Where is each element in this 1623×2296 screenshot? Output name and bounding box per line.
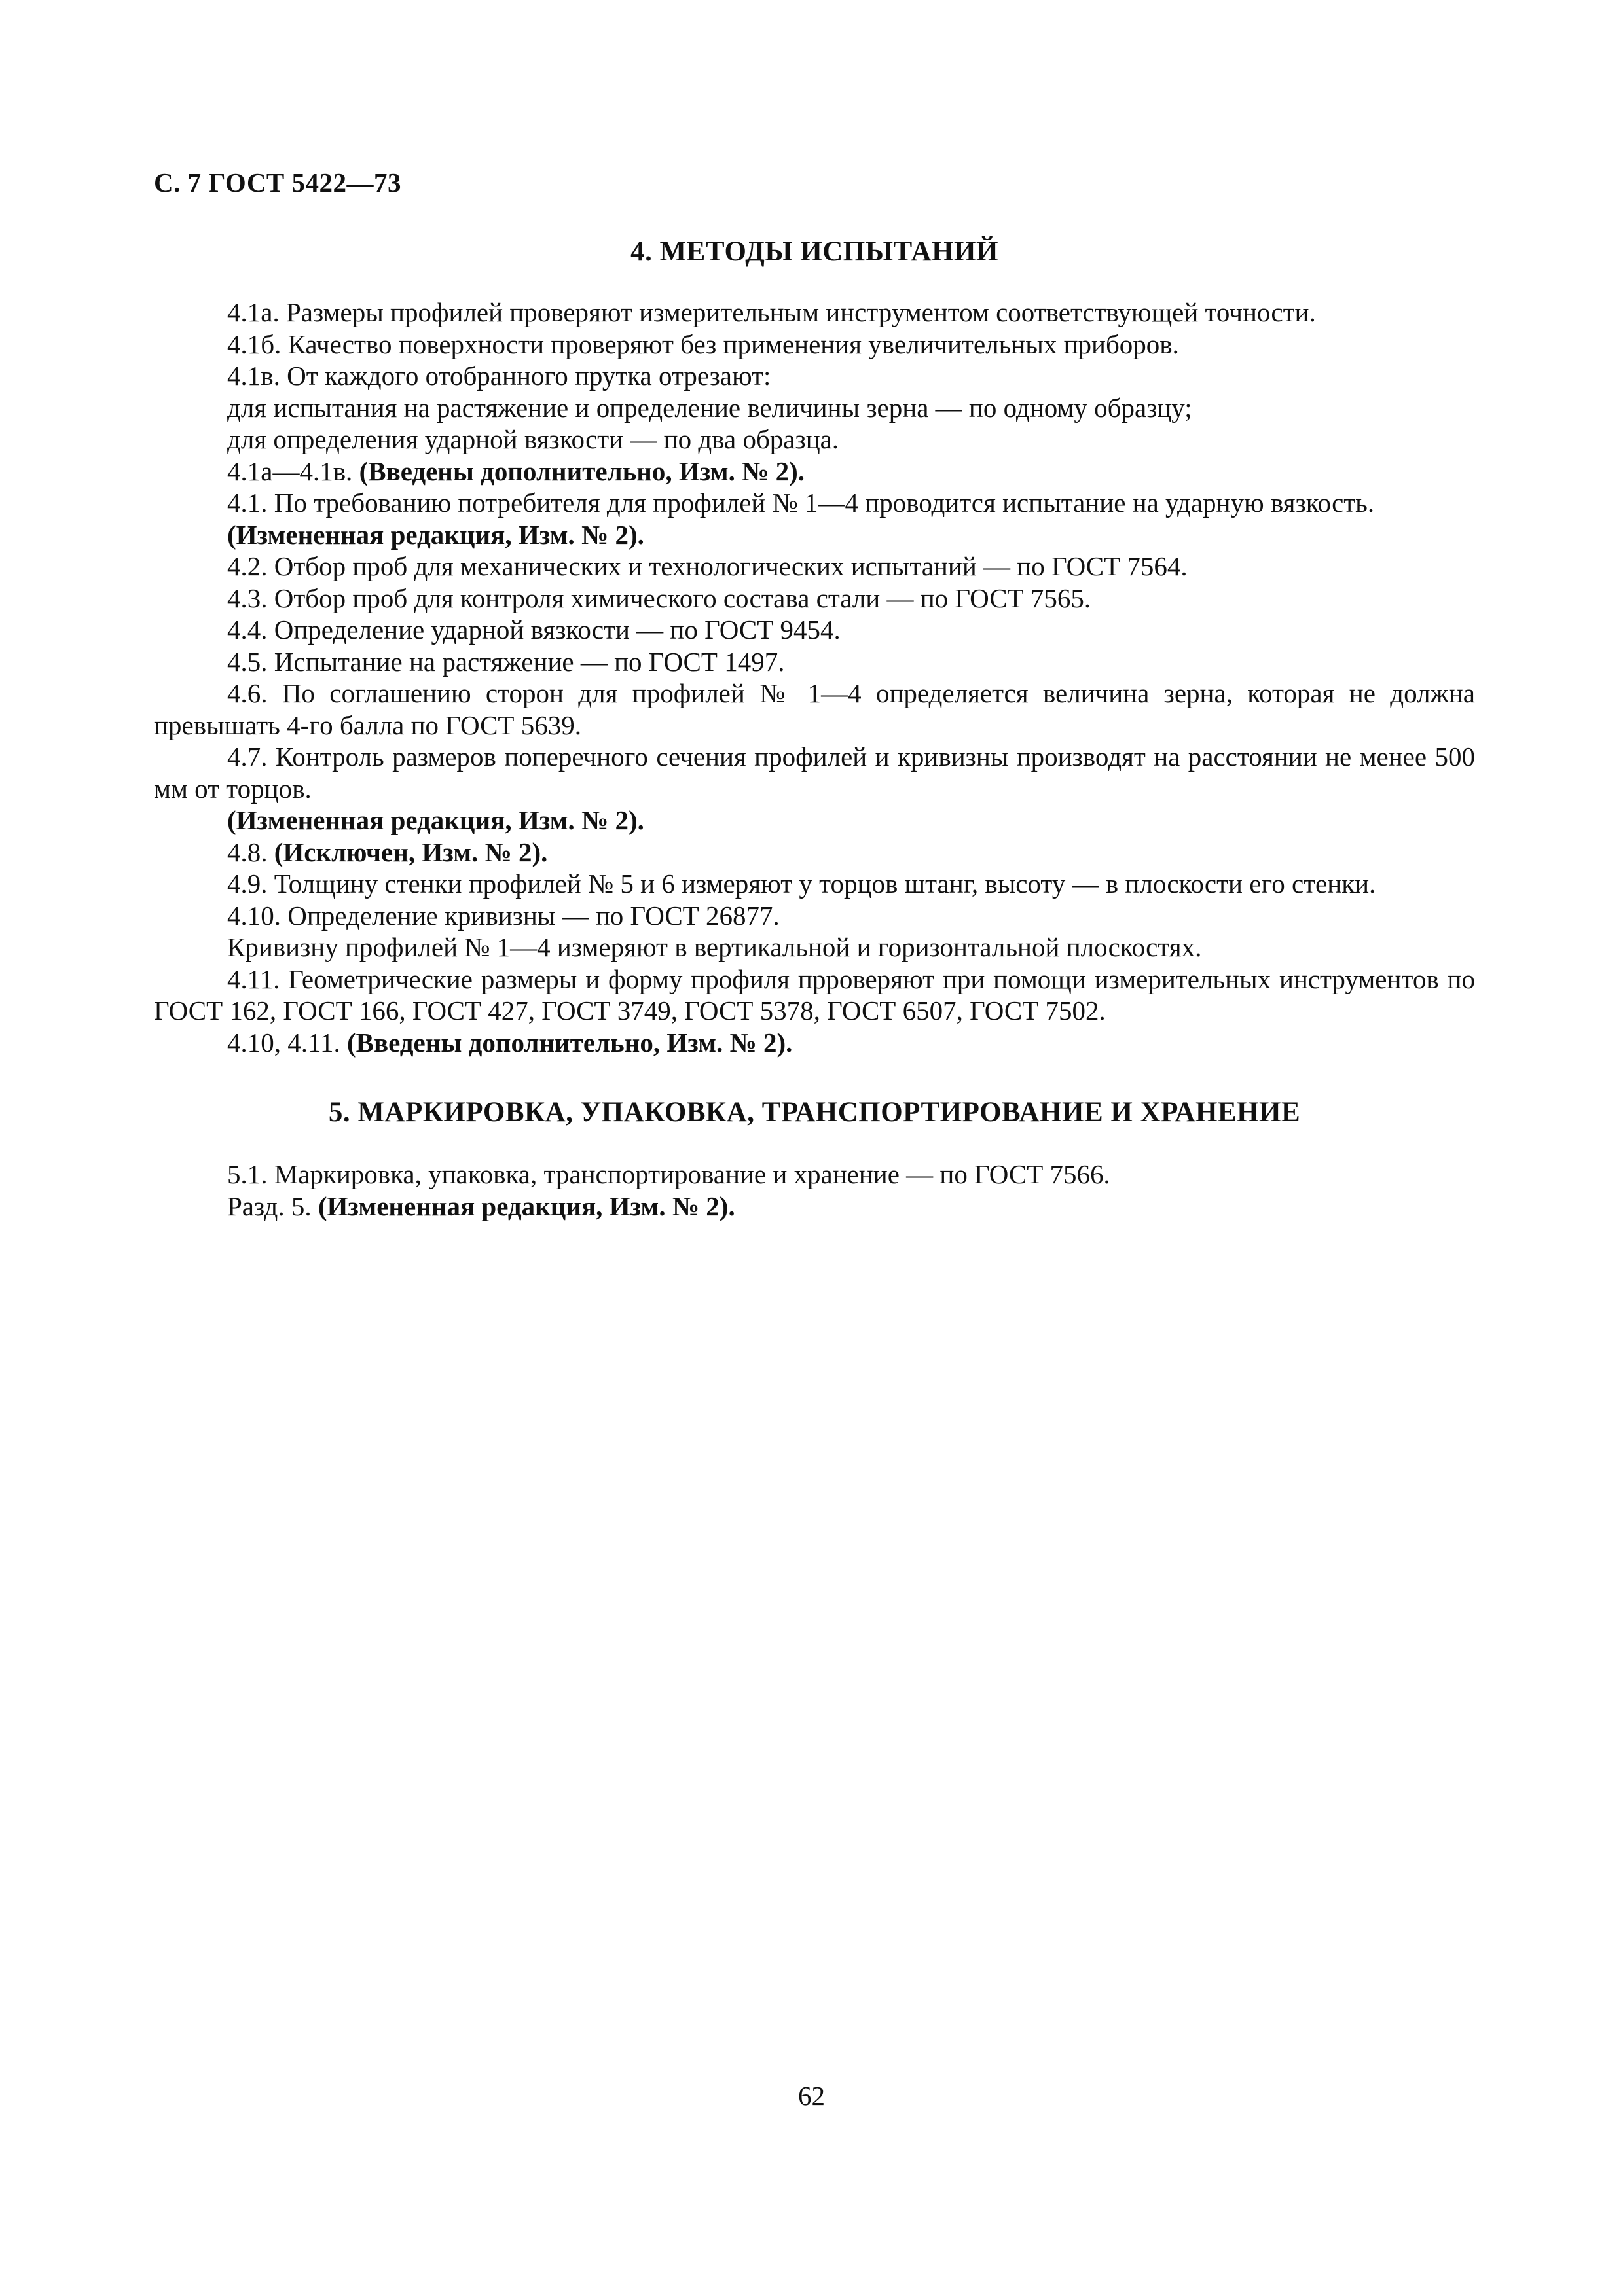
note-section-5-prefix: Разд. 5. — [227, 1191, 318, 1221]
paragraph-4-5: 4.5. Испытание на растяжение — по ГОСТ 1497. — [227, 646, 785, 677]
paragraph-4-1v-item-1: для испытания на растяжение и определение величины зерна — по одному образцу; — [227, 392, 1192, 423]
paragraph-4-3: 4.3. Отбор проб для контроля химического состава стали — по ГОСТ 7565. — [227, 583, 1091, 613]
paragraph-4-8-prefix: 4.8. — [227, 836, 274, 867]
note-4-1a-4-1v — [154, 456, 1475, 488]
paragraph-4-1v: 4.1в. От каждого отобранного прутка отрезают: — [227, 361, 771, 391]
note-4-10-4-11-amendment: (Введены дополнительно, Изм. № 2). — [346, 1027, 793, 1058]
page-number: 62 — [798, 2081, 825, 2111]
paragraph-4-8-amendment: (Исключен, Изм. № 2). — [274, 836, 548, 867]
section-5-title: 5. МАРКИРОВКА, УПАКОВКА, ТРАНСПОРТИРОВАНИЕ И ХРАНЕНИЕ — [328, 1097, 1301, 1128]
document-body — [154, 236, 1475, 1222]
paragraph-4-6: 4.6. По соглашению сторон для профилей № 1—4 определяется величина зерна, которая не должна превышать 4-го балла по ГОСТ 5639. — [154, 678, 1475, 740]
note-section-5 — [154, 1191, 1475, 1223]
note-4-7-amendment: (Измененная редакция, Изм. № 2). — [227, 805, 644, 835]
paragraph-4-11: 4.11. Геометрические размеры и форму профиля прроверяют при помощи измерительных инструментов по ГОСТ 162, ГОСТ 166, ГОСТ 427, ГОСТ 3749, ГОСТ 5378, ГОСТ 6507, ГОСТ 7502. — [154, 963, 1475, 1026]
paragraph-4-7: 4.7. Контроль размеров поперечного сечения профилей и кривизны производят на расстоянии не менее 500 мм от торцов. — [154, 742, 1475, 804]
running-header: С. 7 ГОСТ 5422—73 — [154, 168, 402, 198]
note-4-1a-4-1v-amendment: (Введены дополнительно, Изм. № 2). — [359, 456, 805, 486]
note-4-10-4-11-prefix: 4.10, 4.11. — [227, 1027, 347, 1058]
paragraph-4-1: 4.1. По требованию потребителя для профилей № 1—4 проводится испытание на ударную вязкость. — [227, 488, 1375, 518]
note-4-1a-4-1v-prefix: 4.1а—4.1в. — [227, 456, 359, 486]
note-section-5-amendment: (Измененная редакция, Изм. № 2). — [318, 1191, 735, 1221]
paragraph-4-1b: 4.1б. Качество поверхности проверяют без применения увеличительных приборов. — [227, 329, 1179, 359]
paragraph-4-8 — [154, 836, 1475, 869]
paragraph-4-10: 4.10. Определение кривизны — по ГОСТ 26877. — [227, 900, 780, 931]
note-4-7 — [154, 804, 1475, 836]
paragraph-4-9: 4.9. Толщину стенки профилей № 5 и 6 измеряют у торцов штанг, высоту — в плоскости его стенки. — [227, 869, 1376, 899]
note-4-1-amendment: (Измененная редакция, Изм. № 2). — [227, 519, 644, 550]
section-4-title: 4. МЕТОДЫ ИСПЫТАНИЙ — [630, 236, 998, 267]
paragraph-4-1v-item-2: для определения ударной вязкости — по два образца. — [227, 424, 839, 454]
note-4-10-4-11 — [154, 1027, 1475, 1059]
paragraph-4-10-curvature: Кривизну профилей № 1—4 измеряют в вертикальной и горизонтальной плоскостях. — [227, 932, 1202, 962]
paragraph-5-1: 5.1. Маркировка, упаковка, транспортирование и хранение — по ГОСТ 7566. — [227, 1159, 1110, 1189]
paragraph-4-2: 4.2. Отбор проб для механических и технологических испытаний — по ГОСТ 7564. — [227, 551, 1188, 581]
paragraph-4-4: 4.4. Определение ударной вязкости — по ГОСТ 9454. — [227, 615, 841, 645]
note-4-1 — [154, 519, 1475, 551]
paragraph-4-1a: 4.1а. Размеры профилей проверяют измерительным инструментом соответствующей точности. — [227, 297, 1316, 327]
